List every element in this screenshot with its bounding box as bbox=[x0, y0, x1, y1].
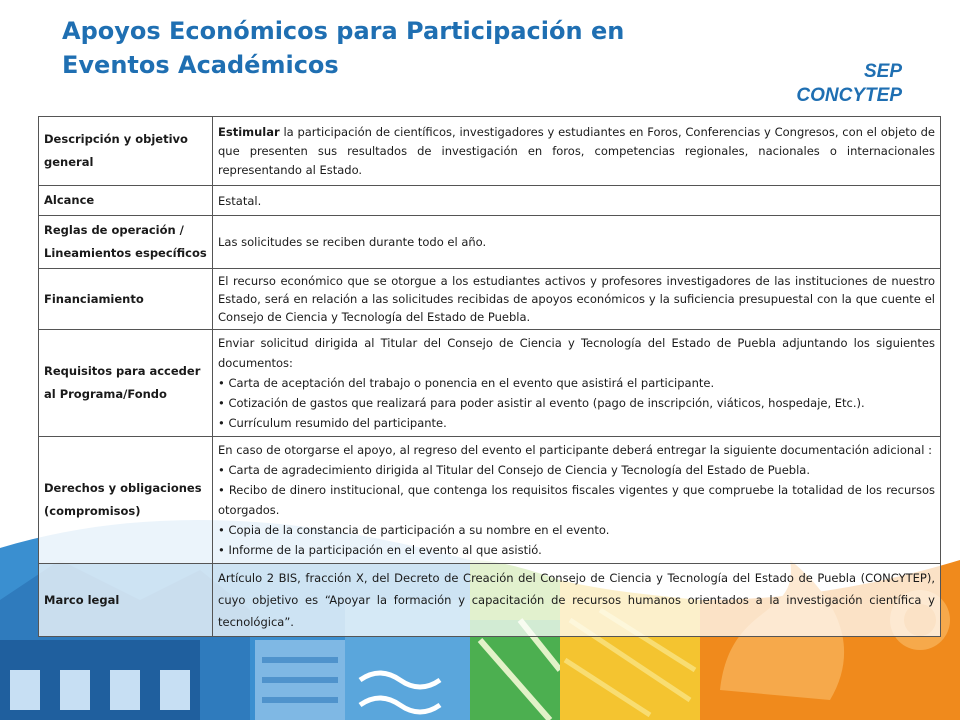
row-label-derechos: Derechos y obligaciones (compromisos) bbox=[39, 437, 213, 564]
requisitos-item: • Cotización de gastos que realizará para poder asistir al evento (pago de inscripción, viáticos, hospedaje, Etc.). bbox=[218, 393, 935, 413]
table-row-alcance bbox=[39, 186, 941, 216]
table-row-financiamiento bbox=[39, 269, 941, 330]
org-line-sep: SEP bbox=[863, 61, 902, 82]
derechos-item: • Carta de agradecimiento dirigida al Titular del Consejo de Ciencia y Tecnología del Estado de Puebla. bbox=[218, 460, 935, 480]
row-label-marco: Marco legal bbox=[39, 564, 213, 637]
derechos-item: • Informe de la participación en el evento al que asistió. bbox=[218, 540, 935, 560]
requisitos-item: • Carta de aceptación del trabajo o ponencia en el evento que asistirá el participante. bbox=[218, 373, 935, 393]
requisitos-item: • Currículum resumido del participante. bbox=[218, 413, 935, 433]
requisitos-intro: Enviar solicitud dirigida al Titular del Consejo de Ciencia y Tecnología del Estado de Puebla adjuntando los siguientes documentos: bbox=[218, 336, 935, 370]
table-row-requisitos bbox=[39, 330, 941, 437]
derechos-item: • Copia de la constancia de participación a su nombre en el evento. bbox=[218, 520, 935, 540]
row-label-requisitos: Requisitos para acceder al Programa/Fondo bbox=[39, 330, 213, 437]
row-label-alcance: Alcance bbox=[39, 186, 213, 216]
row-value-requisitos bbox=[213, 330, 941, 437]
program-info-table bbox=[38, 116, 941, 637]
table-row-reglas bbox=[39, 216, 941, 269]
title-line-1: Apoyos Económicos para Participación en bbox=[62, 17, 625, 45]
row-value-reglas: Las solicitudes se reciben durante todo el año. bbox=[213, 216, 941, 269]
descripcion-text: la participación de científicos, investigadores y estudiantes en Foros, Conferencias y Congresos, con el objeto de que presenten sus resultados de investigación en foros, competencias regionales, nacionales o internacionales representando al Estado. bbox=[218, 124, 935, 177]
organization-label bbox=[796, 60, 902, 108]
row-label-descripcion: Descripción y objetivo general bbox=[39, 117, 213, 186]
row-value-derechos bbox=[213, 437, 941, 564]
table-row-marco bbox=[39, 564, 941, 637]
table-row-derechos bbox=[39, 437, 941, 564]
row-value-marco: Artículo 2 BIS, fracción X, del Decreto de Creación del Consejo de Ciencia y Tecnología del Estado de Puebla (CONCYTEP), cuyo objetivo es “Apoyar la formación y capacitación de recursos humanos orientados a la investigación científica y tecnológica”. bbox=[213, 564, 941, 637]
program-info-table-wrapper bbox=[38, 116, 941, 637]
row-value-alcance: Estatal. bbox=[213, 186, 941, 216]
org-line-concytep: CONCYTEP bbox=[796, 85, 902, 106]
row-label-financiamiento: Financiamiento bbox=[39, 269, 213, 330]
row-value-descripcion bbox=[213, 117, 941, 186]
page-title bbox=[62, 14, 624, 82]
row-value-financiamiento: El recurso económico que se otorgue a los estudiantes activos y profesores investigadores de las instituciones de nuestro Estado, será en relación a las solicitudes recibidas de apoyos económicos y la suficiencia presupuestal con la que cuente el Consejo de Ciencia y Tecnología del Estado de Puebla. bbox=[213, 269, 941, 330]
derechos-intro: En caso de otorgarse el apoyo, al regreso del evento el participante deberá entregar la siguiente documentación adicional : bbox=[218, 443, 932, 457]
descripcion-lead-word: Estimular bbox=[218, 124, 280, 139]
row-label-reglas: Reglas de operación / Lineamientos específicos bbox=[39, 216, 213, 269]
title-line-2: Eventos Académicos bbox=[62, 51, 339, 79]
derechos-item: • Recibo de dinero institucional, que contenga los requisitos fiscales vigentes y que compruebe la totalidad de los recursos otorgados. bbox=[218, 480, 935, 520]
table-row-descripcion bbox=[39, 117, 941, 186]
